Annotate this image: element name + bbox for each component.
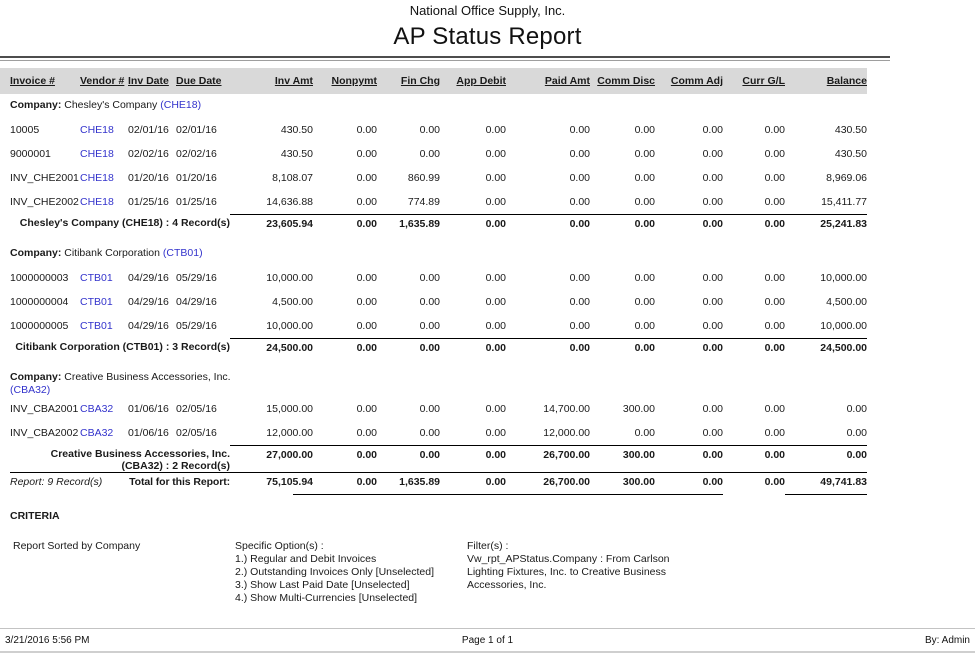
subtotal-comm-disc: 0.00 [590,214,655,230]
criteria-option-line: 4.) Show Multi-Currencies [Unselected] [235,592,418,604]
criteria-option-line: 2.) Outstanding Invoices Only [Unselected] [235,566,435,578]
vendor-link[interactable]: CTB01 [80,320,113,332]
col-header-inv-amt: Inv Amt [274,75,313,87]
cell-comm-disc: 0.00 [634,296,655,308]
cell-app-debit: 0.00 [485,403,506,415]
report-total-label-text: Total for this Report: [129,476,230,488]
col-header-due-date: Due Date [176,75,222,87]
subtotal-app-debit: 0.00 [440,214,506,230]
grand-total-underline-right [785,494,867,495]
subtotal-fin-chg: 1,635.89 [377,214,440,230]
group-subtotal-label-text: Citibank Corporation (CTB01) : 3 Record(s) [15,341,230,353]
subtotal-inv-amt: 23,605.94 [230,214,313,230]
invoice-row [0,421,867,445]
cell-inv-date: 01/06/16 [128,427,169,439]
vendor-link[interactable]: CTB01 [80,272,113,284]
vendor-link[interactable]: CBA32 [80,403,114,415]
criteria-filters-title: Filter(s) : [467,540,509,552]
cell-balance: 430.50 [834,148,867,160]
criteria-filter-line: Accessories, Inc. [467,579,547,591]
subtotal-comm-disc: 300.00 [590,445,655,461]
cell-comm-disc: 0.00 [634,172,655,184]
footer-divider [0,628,975,629]
col-header-invoice: Invoice # [10,75,55,87]
page-title: AP Status Report [393,23,582,50]
total-curr-g-l: 0.00 [723,472,785,488]
cell-curr-g-l: 0.00 [764,320,785,332]
invoice-row [0,266,867,290]
cell-invoice: 1000000003 [10,272,69,284]
total-balance: 49,741.83 [785,472,867,488]
cell-curr-g-l: 0.00 [764,272,785,284]
cell-comm-adj: 0.00 [702,427,723,439]
subtotal-nonpymt: 0.00 [313,214,377,230]
cell-due-date: 05/29/16 [176,272,217,284]
subtotal-balance: 25,241.83 [785,214,867,230]
cell-nonpymt: 0.00 [356,296,377,308]
cell-nonpymt: 0.00 [356,148,377,160]
cell-invoice: 10005 [10,124,40,136]
cell-invoice: 9000001 [10,148,51,160]
col-header-fin-chg: Fin Chg [400,75,440,87]
cell-inv-date: 01/06/16 [128,403,169,415]
col-header-comm-adj: Comm Adj [670,75,723,87]
criteria-options-title: Specific Option(s) : [235,540,324,552]
subtotal-comm-disc: 0.00 [590,338,655,354]
cell-comm-adj: 0.00 [702,403,723,415]
report-total-label [120,472,230,488]
col-header-app-debit: App Debit [456,75,506,87]
cell-nonpymt: 0.00 [356,196,377,208]
criteria-sort: Report Sorted by Company [13,540,141,552]
cell-nonpymt: 0.00 [356,124,377,136]
company-group [0,242,975,354]
total-paid-amt: 26,700.00 [506,472,590,488]
subtotal-nonpymt: 0.00 [313,445,377,461]
cell-curr-g-l: 0.00 [764,403,785,415]
cell-balance: 8,969.06 [826,172,867,184]
cell-comm-disc: 0.00 [634,272,655,284]
subtotal-app-debit: 0.00 [440,338,506,354]
invoice-row [0,190,867,214]
company-code-link[interactable]: (CBA32) [10,384,51,396]
cell-comm-disc: 0.00 [634,124,655,136]
total-comm-disc: 300.00 [590,472,655,488]
cell-curr-g-l: 0.00 [764,296,785,308]
cell-app-debit: 0.00 [485,320,506,332]
cell-fin-chg: 0.00 [419,296,440,308]
subtotal-curr-g-l: 0.00 [723,214,785,230]
cell-fin-chg: 0.00 [419,272,440,284]
cell-balance: 10,000.00 [820,272,867,284]
criteria-options-list [235,553,467,605]
cell-inv-amt: 8,108.07 [272,172,313,184]
cell-app-debit: 0.00 [485,172,506,184]
criteria-section [0,510,975,605]
invoice-row [0,290,867,314]
company-name: Citibank Corporation [61,247,163,259]
cell-inv-amt: 10,000.00 [266,320,313,332]
cell-paid-amt: 0.00 [569,148,590,160]
group-subtotal-label-text: Creative Business Accessories, Inc. (CBA32) : 2 Record(s) [50,448,230,472]
company-label-prefix: Company: [10,99,62,111]
cell-nonpymt: 0.00 [356,427,377,439]
cell-due-date: 04/29/16 [176,296,217,308]
invoice-row [0,142,867,166]
cell-fin-chg: 0.00 [419,320,440,332]
cell-balance: 0.00 [846,403,867,415]
company-group [0,366,975,472]
cell-paid-amt: 0.00 [569,296,590,308]
cell-comm-disc: 0.00 [634,196,655,208]
subtotal-fin-chg: 0.00 [377,338,440,354]
invoice-row [0,118,867,142]
cell-comm-disc: 0.00 [634,427,655,439]
cell-nonpymt: 0.00 [356,172,377,184]
vendor-link[interactable]: CHE18 [80,148,114,160]
subtotal-fin-chg: 0.00 [377,445,440,461]
cell-due-date: 02/01/16 [176,124,217,136]
company-code-link[interactable]: (CHE18) [160,99,202,111]
cell-paid-amt: 0.00 [569,320,590,332]
cell-inv-amt: 430.50 [280,148,313,160]
cell-app-debit: 0.00 [485,272,506,284]
cell-inv-date: 04/29/16 [128,296,169,308]
vendor-link[interactable]: CTB01 [80,296,113,308]
cell-comm-adj: 0.00 [702,272,723,284]
cell-due-date: 01/25/16 [176,196,217,208]
subtotal-paid-amt: 26,700.00 [506,445,590,461]
cell-curr-g-l: 0.00 [764,148,785,160]
cell-fin-chg: 0.00 [419,403,440,415]
footer-page-number: Page 1 of 1 [461,635,514,646]
group-subtotal-row [0,214,867,230]
cell-balance: 430.50 [834,124,867,136]
total-nonpymt: 0.00 [313,472,377,488]
company-name: Chesley's Company [61,99,161,111]
cell-inv-amt: 14,636.88 [266,196,313,208]
subtotal-nonpymt: 0.00 [313,338,377,354]
criteria-options [235,540,467,605]
cell-comm-adj: 0.00 [702,320,723,332]
company-header [10,99,262,112]
cell-comm-adj: 0.00 [702,196,723,208]
cell-invoice: INV_CBA2001 [10,403,79,415]
cell-nonpymt: 0.00 [356,320,377,332]
report-total-row [0,472,867,488]
vendor-link[interactable]: CHE18 [80,124,114,136]
criteria-option-line: 1.) Regular and Debit Invoices [235,553,377,565]
cell-inv-amt: 10,000.00 [266,272,313,284]
criteria-filter-line: Lighting Fixtures, Inc. to Creative Business [467,566,667,578]
cell-paid-amt: 0.00 [569,272,590,284]
cell-inv-amt: 430.50 [280,124,313,136]
subtotal-inv-amt: 24,500.00 [230,338,313,354]
cell-curr-g-l: 0.00 [764,172,785,184]
cell-fin-chg: 0.00 [419,427,440,439]
cell-comm-disc: 300.00 [622,403,655,415]
subtotal-curr-g-l: 0.00 [723,338,785,354]
cell-app-debit: 0.00 [485,296,506,308]
invoice-row [0,166,867,190]
cell-due-date: 01/20/16 [176,172,217,184]
col-header-vendor: Vendor # [80,75,125,87]
group-subtotal-row [0,445,867,472]
cell-invoice: INV_CBA2002 [10,427,79,439]
cell-inv-amt: 4,500.00 [272,296,313,308]
cell-due-date: 05/29/16 [176,320,217,332]
cell-comm-adj: 0.00 [702,124,723,136]
total-app-debit: 0.00 [440,472,506,488]
col-header-balance: Balance [826,75,867,87]
cell-invoice: 1000000004 [10,296,69,308]
subtotal-app-debit: 0.00 [440,445,506,461]
subtotal-balance: 24,500.00 [785,338,867,354]
company-group [0,94,975,230]
col-header-inv-date: Inv Date [128,75,169,87]
cell-curr-g-l: 0.00 [764,427,785,439]
group-subtotal-label [10,445,230,472]
subtotal-paid-amt: 0.00 [506,214,590,230]
cell-inv-date: 01/25/16 [128,196,169,208]
company-name: Creative Business Accessories, Inc. [61,371,231,383]
grand-total-underline-left [293,494,723,495]
subtotal-comm-adj: 0.00 [655,445,723,461]
cell-due-date: 02/05/16 [176,427,217,439]
company-header [10,247,262,260]
company-header-row [0,242,975,266]
cell-inv-date: 02/01/16 [128,124,169,136]
cell-balance: 15,411.77 [821,196,867,208]
cell-comm-disc: 0.00 [634,148,655,160]
cell-fin-chg: 774.89 [407,196,440,208]
cell-paid-amt: 0.00 [569,124,590,136]
subtotal-balance: 0.00 [785,445,867,461]
cell-app-debit: 0.00 [485,124,506,136]
cell-nonpymt: 0.00 [356,403,377,415]
total-inv-amt: 75,105.94 [230,472,313,488]
cell-nonpymt: 0.00 [356,272,377,284]
subtotal-comm-adj: 0.00 [655,214,723,230]
report-record-count: Report: 9 Record(s) [10,472,120,488]
report-company-name: National Office Supply, Inc. [409,3,566,18]
cell-app-debit: 0.00 [485,427,506,439]
report-table-body [0,94,975,500]
cell-inv-date: 04/29/16 [128,320,169,332]
title-divider [0,56,890,61]
footer-datetime: 3/21/2016 5:56 PM [5,635,90,646]
cell-fin-chg: 0.00 [419,148,440,160]
company-label-prefix: Company: [10,371,62,383]
cell-invoice: INV_CHE2001 [10,172,79,184]
criteria-filters-list [467,553,707,592]
company-header [10,371,262,397]
col-header-nonpymt: Nonpymt [331,75,377,87]
cell-inv-date: 04/29/16 [128,272,169,284]
subtotal-comm-adj: 0.00 [655,338,723,354]
group-subtotal-label-text: Chesley's Company (CHE18) : 4 Record(s) [19,217,230,229]
cell-fin-chg: 0.00 [419,124,440,136]
criteria-filters [467,540,707,605]
cell-inv-date: 01/20/16 [128,172,169,184]
cell-invoice: INV_CHE2002 [10,196,79,208]
invoice-row [0,314,867,338]
total-comm-adj: 0.00 [655,472,723,488]
cell-balance: 0.00 [846,427,867,439]
col-header-curr-g-l: Curr G/L [742,75,785,87]
cell-paid-amt: 0.00 [569,172,590,184]
subtotal-curr-g-l: 0.00 [723,445,785,461]
cell-balance: 10,000.00 [820,320,867,332]
cell-due-date: 02/02/16 [176,148,217,160]
grand-total-underline [0,488,867,500]
subtotal-paid-amt: 0.00 [506,338,590,354]
cell-inv-amt: 12,000.00 [266,427,313,439]
cell-inv-amt: 15,000.00 [266,403,313,415]
cell-due-date: 02/05/16 [176,403,217,415]
cell-app-debit: 0.00 [485,196,506,208]
cell-paid-amt: 0.00 [569,196,590,208]
cell-app-debit: 0.00 [485,148,506,160]
cell-paid-amt: 14,700.00 [543,403,590,415]
total-fin-chg: 1,635.89 [377,472,440,488]
cell-balance: 4,500.00 [826,296,867,308]
col-header-comm-disc: Comm Disc [597,75,655,87]
cell-curr-g-l: 0.00 [764,196,785,208]
table-header-row [0,68,867,94]
company-header-row [0,366,975,397]
cell-fin-chg: 860.99 [407,172,440,184]
vendor-link[interactable]: CHE18 [80,196,114,208]
group-subtotal-row [0,338,867,354]
company-code-link[interactable]: (CTB01) [162,247,203,259]
cell-comm-adj: 0.00 [702,296,723,308]
criteria-filter-line: Vw_rpt_APStatus.Company : From Carlson [467,553,670,565]
criteria-option-line: 3.) Show Last Paid Date [Unselected] [235,579,410,591]
vendor-link[interactable]: CBA32 [80,427,114,439]
company-label-prefix: Company: [10,247,62,259]
col-header-paid-amt: Paid Amt [544,75,590,87]
cell-curr-g-l: 0.00 [764,124,785,136]
cell-comm-disc: 0.00 [634,320,655,332]
subtotal-inv-amt: 27,000.00 [230,445,313,461]
cell-paid-amt: 12,000.00 [543,427,590,439]
criteria-heading: CRITERIA [10,510,60,522]
cell-invoice: 1000000005 [10,320,69,332]
invoice-row [0,397,867,421]
cell-inv-date: 02/02/16 [128,148,169,160]
footer-user: By: Admin [924,635,970,646]
vendor-link[interactable]: CHE18 [80,172,114,184]
cell-comm-adj: 0.00 [702,172,723,184]
company-header-row [0,94,975,118]
cell-comm-adj: 0.00 [702,148,723,160]
